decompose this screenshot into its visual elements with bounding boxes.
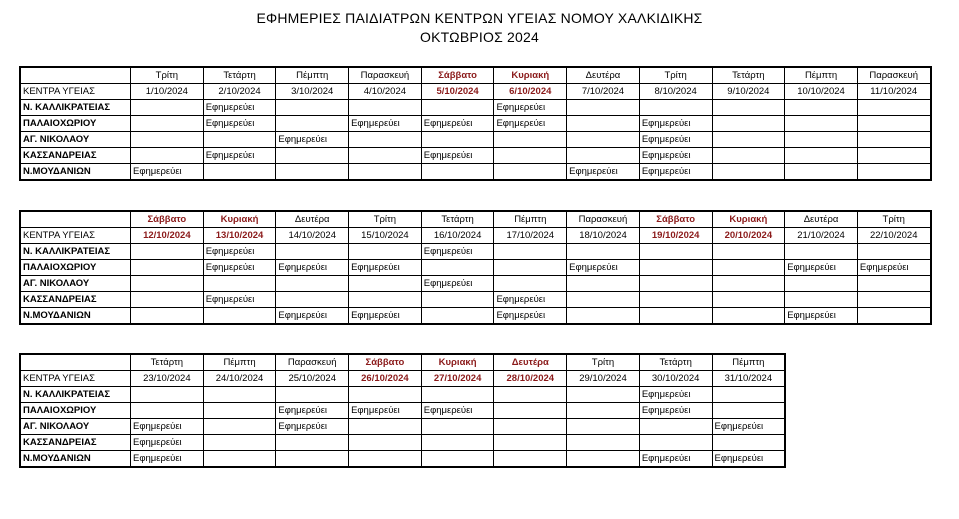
table-row xyxy=(21,387,785,403)
empty-cell xyxy=(276,451,349,467)
empty-cell xyxy=(712,276,785,292)
empty-cell xyxy=(349,148,422,164)
empty-cell xyxy=(421,100,494,116)
health-center-name: Ν.ΜΟΥΔΑΝΙΩΝ xyxy=(21,308,131,324)
empty-cell xyxy=(421,292,494,308)
date-cell: 7/10/2024 xyxy=(567,84,640,100)
empty-cell xyxy=(567,435,640,451)
empty-cell xyxy=(785,164,858,180)
duty-cell: Εφημερεύει xyxy=(639,403,712,419)
empty-cell xyxy=(131,148,204,164)
empty-cell xyxy=(567,244,640,260)
empty-cell xyxy=(494,132,567,148)
schedule-table-1 xyxy=(20,67,931,180)
date-cell: 23/10/2024 xyxy=(131,371,204,387)
document-title xyxy=(0,9,959,47)
empty-cell xyxy=(131,292,204,308)
date-cell: 28/10/2024 xyxy=(494,371,567,387)
duty-cell: Εφημερεύει xyxy=(639,148,712,164)
empty-cell xyxy=(276,100,349,116)
date-cell: 20/10/2024 xyxy=(712,228,785,244)
date-cell: 26/10/2024 xyxy=(349,371,422,387)
empty-cell xyxy=(421,132,494,148)
date-row xyxy=(21,228,931,244)
day-name-row xyxy=(21,355,785,371)
empty-cell xyxy=(712,292,785,308)
day-name-row xyxy=(21,212,931,228)
duty-cell: Εφημερεύει xyxy=(421,116,494,132)
day-name-cell: Δευτέρα xyxy=(785,212,858,228)
duty-cell: Εφημερεύει xyxy=(276,308,349,324)
date-cell: 27/10/2024 xyxy=(421,371,494,387)
date-cell: 2/10/2024 xyxy=(203,84,276,100)
day-name-cell: Πέμπτη xyxy=(494,212,567,228)
health-center-name: ΚΑΣΣΑΝΔΡΕΙΑΣ xyxy=(21,435,131,451)
empty-cell xyxy=(494,419,567,435)
empty-cell xyxy=(131,260,204,276)
day-name-cell: Παρασκευή xyxy=(857,68,930,84)
duty-cell: Εφημερεύει xyxy=(349,260,422,276)
empty-cell xyxy=(857,308,930,324)
empty-cell xyxy=(567,387,640,403)
empty-cell xyxy=(349,276,422,292)
health-center-name: ΑΓ. ΝΙΚΟΛΑΟΥ xyxy=(21,419,131,435)
day-name-cell: Τετάρτη xyxy=(131,355,204,371)
table-row xyxy=(21,451,785,467)
empty-cell xyxy=(712,387,785,403)
blank-corner-cell xyxy=(21,355,131,371)
empty-cell xyxy=(712,244,785,260)
empty-cell xyxy=(857,276,930,292)
day-name-cell: Σάββατο xyxy=(421,68,494,84)
date-cell: 1/10/2024 xyxy=(131,84,204,100)
day-name-row xyxy=(21,68,931,84)
empty-cell xyxy=(276,244,349,260)
duty-cell: Εφημερεύει xyxy=(421,148,494,164)
empty-cell xyxy=(203,308,276,324)
duty-cell: Εφημερεύει xyxy=(567,260,640,276)
day-name-cell: Πέμπτη xyxy=(276,68,349,84)
health-center-name: Ν. ΚΑΛΛΙΚΡΑΤΕΙΑΣ xyxy=(21,387,131,403)
health-center-name: Ν. ΚΑΛΛΙΚΡΑΤΕΙΑΣ xyxy=(21,244,131,260)
date-cell: 29/10/2024 xyxy=(567,371,640,387)
empty-cell xyxy=(494,260,567,276)
title-line-1: ΕΦΗΜΕΡΙΕΣ ΠΑΙΔΙΑΤΡΩΝ ΚΕΝΤΡΩΝ ΥΓΕΙΑΣ ΝΟΜΟΥ ΧΑΛΚΙΔΙΚΗΣ xyxy=(256,10,703,26)
health-center-name: ΑΓ. ΝΙΚΟΛΑΟΥ xyxy=(21,276,131,292)
day-name-cell: Σάββατο xyxy=(131,212,204,228)
duty-cell: Εφημερεύει xyxy=(203,260,276,276)
table-row xyxy=(21,308,931,324)
empty-cell xyxy=(857,100,930,116)
duty-cell: Εφημερεύει xyxy=(857,260,930,276)
duty-cell: Εφημερεύει xyxy=(494,292,567,308)
duty-cell: Εφημερεύει xyxy=(421,276,494,292)
date-cell: 14/10/2024 xyxy=(276,228,349,244)
duty-cell: Εφημερεύει xyxy=(203,148,276,164)
empty-cell xyxy=(421,387,494,403)
empty-cell xyxy=(639,292,712,308)
empty-cell xyxy=(639,100,712,116)
duty-cell: Εφημερεύει xyxy=(712,419,785,435)
empty-cell xyxy=(276,435,349,451)
empty-cell xyxy=(131,403,204,419)
day-name-cell: Τρίτη xyxy=(131,68,204,84)
empty-cell xyxy=(712,116,785,132)
duty-cell: Εφημερεύει xyxy=(639,132,712,148)
health-center-name: ΠΑΛΑΙΟΧΩΡΙΟΥ xyxy=(21,403,131,419)
empty-cell xyxy=(203,419,276,435)
duty-cell: Εφημερεύει xyxy=(131,419,204,435)
table-row xyxy=(21,132,931,148)
table-row xyxy=(21,164,931,180)
empty-cell xyxy=(131,100,204,116)
empty-cell xyxy=(857,292,930,308)
day-name-cell: Τρίτη xyxy=(639,68,712,84)
empty-cell xyxy=(421,308,494,324)
duty-cell: Εφημερεύει xyxy=(203,292,276,308)
date-cell: 10/10/2024 xyxy=(785,84,858,100)
table-row xyxy=(21,403,785,419)
duty-cell: Εφημερεύει xyxy=(494,308,567,324)
table-row xyxy=(21,435,785,451)
empty-cell xyxy=(131,132,204,148)
table-row xyxy=(21,148,931,164)
health-center-name: Ν.ΜΟΥΔΑΝΙΩΝ xyxy=(21,164,131,180)
empty-cell xyxy=(785,116,858,132)
day-name-cell: Τρίτη xyxy=(349,212,422,228)
duty-cell: Εφημερεύει xyxy=(712,451,785,467)
duty-cell: Εφημερεύει xyxy=(349,116,422,132)
table-row xyxy=(21,276,931,292)
table-row xyxy=(21,244,931,260)
empty-cell xyxy=(857,148,930,164)
empty-cell xyxy=(494,435,567,451)
table-row xyxy=(21,116,931,132)
empty-cell xyxy=(567,451,640,467)
day-name-cell: Πέμπτη xyxy=(712,355,785,371)
date-cell: 21/10/2024 xyxy=(785,228,858,244)
empty-cell xyxy=(567,308,640,324)
empty-cell xyxy=(349,100,422,116)
empty-cell xyxy=(494,387,567,403)
day-name-cell: Παρασκευή xyxy=(567,212,640,228)
empty-cell xyxy=(567,116,640,132)
duty-cell: Εφημερεύει xyxy=(785,308,858,324)
empty-cell xyxy=(785,148,858,164)
empty-cell xyxy=(712,100,785,116)
empty-cell xyxy=(131,387,204,403)
date-cell: 16/10/2024 xyxy=(421,228,494,244)
empty-cell xyxy=(203,435,276,451)
date-cell: 25/10/2024 xyxy=(276,371,349,387)
empty-cell xyxy=(349,419,422,435)
centers-header-label: ΚΕΝΤΡΑ ΥΓΕΙΑΣ xyxy=(21,371,131,387)
empty-cell xyxy=(494,148,567,164)
empty-cell xyxy=(857,116,930,132)
empty-cell xyxy=(131,116,204,132)
date-cell: 31/10/2024 xyxy=(712,371,785,387)
day-name-cell: Κυριακή xyxy=(203,212,276,228)
health-center-name: ΚΑΣΣΑΝΔΡΕΙΑΣ xyxy=(21,292,131,308)
day-name-cell: Δευτέρα xyxy=(494,355,567,371)
date-cell: 18/10/2024 xyxy=(567,228,640,244)
day-name-cell: Πέμπτη xyxy=(785,68,858,84)
empty-cell xyxy=(276,276,349,292)
table-row xyxy=(21,292,931,308)
duty-cell: Εφημερεύει xyxy=(203,100,276,116)
centers-header-label: ΚΕΝΤΡΑ ΥΓΕΙΑΣ xyxy=(21,84,131,100)
date-cell: 19/10/2024 xyxy=(639,228,712,244)
empty-cell xyxy=(494,244,567,260)
empty-cell xyxy=(567,100,640,116)
empty-cell xyxy=(785,244,858,260)
empty-cell xyxy=(494,451,567,467)
empty-cell xyxy=(567,148,640,164)
empty-cell xyxy=(349,292,422,308)
date-cell: 4/10/2024 xyxy=(349,84,422,100)
empty-cell xyxy=(567,403,640,419)
empty-cell xyxy=(712,308,785,324)
empty-cell xyxy=(857,132,930,148)
empty-cell xyxy=(639,435,712,451)
day-name-cell: Τρίτη xyxy=(567,355,640,371)
duty-cell: Εφημερεύει xyxy=(131,164,204,180)
date-cell: 3/10/2024 xyxy=(276,84,349,100)
empty-cell xyxy=(349,451,422,467)
empty-cell xyxy=(567,292,640,308)
empty-cell xyxy=(639,276,712,292)
day-name-cell: Τετάρτη xyxy=(203,68,276,84)
date-cell: 6/10/2024 xyxy=(494,84,567,100)
empty-cell xyxy=(712,435,785,451)
empty-cell xyxy=(785,100,858,116)
day-name-cell: Παρασκευή xyxy=(349,68,422,84)
day-name-cell: Δευτέρα xyxy=(276,212,349,228)
date-cell: 11/10/2024 xyxy=(857,84,930,100)
empty-cell xyxy=(349,164,422,180)
date-row xyxy=(21,84,931,100)
empty-cell xyxy=(712,148,785,164)
empty-cell xyxy=(494,403,567,419)
duty-cell: Εφημερεύει xyxy=(639,387,712,403)
date-cell: 8/10/2024 xyxy=(639,84,712,100)
day-name-cell: Κυριακή xyxy=(712,212,785,228)
health-center-name: ΠΑΛΑΙΟΧΩΡΙΟΥ xyxy=(21,116,131,132)
duty-cell: Εφημερεύει xyxy=(785,260,858,276)
empty-cell xyxy=(203,387,276,403)
duty-cell: Εφημερεύει xyxy=(494,100,567,116)
schedule-table-3 xyxy=(20,354,785,467)
date-cell: 30/10/2024 xyxy=(639,371,712,387)
date-cell: 17/10/2024 xyxy=(494,228,567,244)
empty-cell xyxy=(203,403,276,419)
table-row xyxy=(21,419,785,435)
health-center-name: Ν.ΜΟΥΔΑΝΙΩΝ xyxy=(21,451,131,467)
day-name-cell: Παρασκευή xyxy=(276,355,349,371)
duty-cell: Εφημερεύει xyxy=(639,451,712,467)
duty-cell: Εφημερεύει xyxy=(567,164,640,180)
duty-cell: Εφημερεύει xyxy=(203,116,276,132)
blank-corner-cell xyxy=(21,212,131,228)
duty-cell: Εφημερεύει xyxy=(639,164,712,180)
empty-cell xyxy=(131,308,204,324)
schedule-table-2 xyxy=(20,211,931,324)
empty-cell xyxy=(421,260,494,276)
duty-cell: Εφημερεύει xyxy=(276,403,349,419)
duty-cell: Εφημερεύει xyxy=(276,260,349,276)
date-cell: 24/10/2024 xyxy=(203,371,276,387)
duty-cell: Εφημερεύει xyxy=(494,116,567,132)
health-center-name: ΚΑΣΣΑΝΔΡΕΙΑΣ xyxy=(21,148,131,164)
duty-cell: Εφημερεύει xyxy=(276,419,349,435)
empty-cell xyxy=(567,419,640,435)
centers-header-label: ΚΕΝΤΡΑ ΥΓΕΙΑΣ xyxy=(21,228,131,244)
duty-cell: Εφημερεύει xyxy=(349,403,422,419)
empty-cell xyxy=(276,292,349,308)
date-cell: 15/10/2024 xyxy=(349,228,422,244)
duty-cell: Εφημερεύει xyxy=(349,308,422,324)
health-center-name: Ν. ΚΑΛΛΙΚΡΑΤΕΙΑΣ xyxy=(21,100,131,116)
day-name-cell: Δευτέρα xyxy=(567,68,640,84)
day-name-cell: Κυριακή xyxy=(494,68,567,84)
health-center-name: ΠΑΛΑΙΟΧΩΡΙΟΥ xyxy=(21,260,131,276)
empty-cell xyxy=(203,276,276,292)
empty-cell xyxy=(421,435,494,451)
empty-cell xyxy=(494,276,567,292)
empty-cell xyxy=(276,148,349,164)
duty-cell: Εφημερεύει xyxy=(276,132,349,148)
empty-cell xyxy=(421,164,494,180)
table-row xyxy=(21,100,931,116)
duty-cell: Εφημερεύει xyxy=(131,451,204,467)
day-name-cell: Σάββατο xyxy=(639,212,712,228)
day-name-cell: Πέμπτη xyxy=(203,355,276,371)
empty-cell xyxy=(349,132,422,148)
duty-cell: Εφημερεύει xyxy=(203,244,276,260)
empty-cell xyxy=(203,132,276,148)
empty-cell xyxy=(712,132,785,148)
date-cell: 9/10/2024 xyxy=(712,84,785,100)
empty-cell xyxy=(494,164,567,180)
empty-cell xyxy=(203,164,276,180)
empty-cell xyxy=(421,451,494,467)
day-name-cell: Τετάρτη xyxy=(712,68,785,84)
empty-cell xyxy=(785,132,858,148)
empty-cell xyxy=(712,260,785,276)
empty-cell xyxy=(712,164,785,180)
duty-cell: Εφημερεύει xyxy=(421,403,494,419)
day-name-cell: Τετάρτη xyxy=(421,212,494,228)
day-name-cell: Κυριακή xyxy=(421,355,494,371)
empty-cell xyxy=(785,292,858,308)
empty-cell xyxy=(131,276,204,292)
empty-cell xyxy=(785,276,858,292)
empty-cell xyxy=(349,387,422,403)
blank-corner-cell xyxy=(21,68,131,84)
empty-cell xyxy=(857,244,930,260)
duty-cell: Εφημερεύει xyxy=(421,244,494,260)
empty-cell xyxy=(203,451,276,467)
empty-cell xyxy=(567,276,640,292)
title-line-2: ΟΚΤΩΒΡΙΟΣ 2024 xyxy=(420,29,539,45)
day-name-cell: Τετάρτη xyxy=(639,355,712,371)
empty-cell xyxy=(276,387,349,403)
date-cell: 22/10/2024 xyxy=(857,228,930,244)
duty-cell: Εφημερεύει xyxy=(131,435,204,451)
health-center-name: ΑΓ. ΝΙΚΟΛΑΟΥ xyxy=(21,132,131,148)
date-cell: 13/10/2024 xyxy=(203,228,276,244)
duty-cell: Εφημερεύει xyxy=(639,116,712,132)
empty-cell xyxy=(349,244,422,260)
empty-cell xyxy=(421,419,494,435)
empty-cell xyxy=(639,308,712,324)
empty-cell xyxy=(276,164,349,180)
empty-cell xyxy=(712,403,785,419)
empty-cell xyxy=(276,116,349,132)
empty-cell xyxy=(567,132,640,148)
day-name-cell: Σάββατο xyxy=(349,355,422,371)
date-cell: 5/10/2024 xyxy=(421,84,494,100)
empty-cell xyxy=(639,260,712,276)
day-name-cell: Τρίτη xyxy=(857,212,930,228)
table-row xyxy=(21,260,931,276)
empty-cell xyxy=(857,164,930,180)
empty-cell xyxy=(639,244,712,260)
date-row xyxy=(21,371,785,387)
empty-cell xyxy=(349,435,422,451)
date-cell: 12/10/2024 xyxy=(131,228,204,244)
empty-cell xyxy=(639,419,712,435)
empty-cell xyxy=(131,244,204,260)
